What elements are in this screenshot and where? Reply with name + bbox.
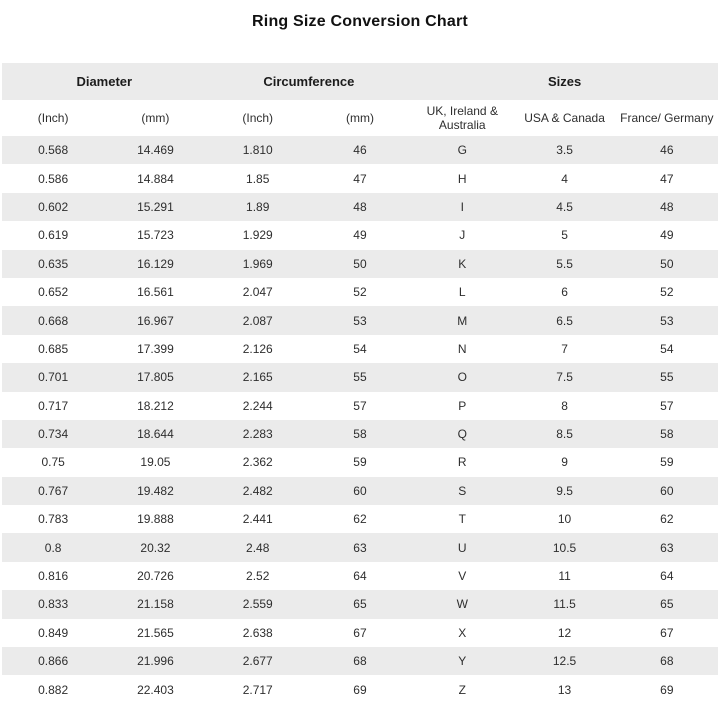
table-cell: R [411, 448, 513, 476]
table-cell: 58 [616, 420, 718, 448]
table-cell: 2.244 [207, 392, 309, 420]
table-cell: 2.638 [207, 619, 309, 647]
table-cell: 7 [513, 335, 615, 363]
table-cell: 57 [616, 392, 718, 420]
table-cell: O [411, 363, 513, 391]
table-cell: 52 [616, 278, 718, 306]
table-cell: J [411, 221, 513, 249]
column-header-diameter-mm: (mm) [104, 100, 206, 136]
column-header-usa-canada: USA & Canada [513, 100, 615, 136]
table-group-header-row [2, 63, 718, 100]
table-cell: 9.5 [513, 477, 615, 505]
table-cell: 60 [309, 477, 411, 505]
table-cell: 19.888 [104, 505, 206, 533]
table-cell: 69 [616, 675, 718, 703]
table-cell: 55 [616, 363, 718, 391]
table-cell: L [411, 278, 513, 306]
table-cell: 53 [309, 306, 411, 334]
table-cell: 20.32 [104, 533, 206, 561]
table-cell: 46 [309, 136, 411, 164]
table-cell: 0.767 [2, 477, 104, 505]
table-cell: 2.717 [207, 675, 309, 703]
table-row [2, 675, 718, 703]
page-title: Ring Size Conversion Chart [252, 13, 468, 30]
table-cell: 14.884 [104, 164, 206, 192]
table-cell: 59 [309, 448, 411, 476]
table-cell: 0.619 [2, 221, 104, 249]
table-cell: 68 [616, 647, 718, 675]
table-cell: 55 [309, 363, 411, 391]
table-cell: 48 [616, 193, 718, 221]
table-cell: 9 [513, 448, 615, 476]
table-cell: 19.05 [104, 448, 206, 476]
table-cell: 49 [309, 221, 411, 249]
table-cell: 19.482 [104, 477, 206, 505]
table-cell: 3.5 [513, 136, 615, 164]
table-cell: 2.52 [207, 562, 309, 590]
table-cell: 0.668 [2, 306, 104, 334]
table-cell: 5.5 [513, 250, 615, 278]
table-cell: M [411, 306, 513, 334]
table-cell: 15.723 [104, 221, 206, 249]
table-cell: 57 [309, 392, 411, 420]
table-cell: 46 [616, 136, 718, 164]
table-cell: S [411, 477, 513, 505]
table-row [2, 221, 718, 249]
table-cell: 0.75 [2, 448, 104, 476]
table-row [2, 647, 718, 675]
table-cell: 0.635 [2, 250, 104, 278]
table-cell: 2.087 [207, 306, 309, 334]
table-cell: 0.8 [2, 533, 104, 561]
table-cell: 0.783 [2, 505, 104, 533]
table-cell: 2.48 [207, 533, 309, 561]
table-cell: 58 [309, 420, 411, 448]
table-cell: 2.165 [207, 363, 309, 391]
table-row [2, 505, 718, 533]
table-cell: 14.469 [104, 136, 206, 164]
table-cell: 11 [513, 562, 615, 590]
table-row [2, 335, 718, 363]
table-cell: P [411, 392, 513, 420]
table-cell: 0.882 [2, 675, 104, 703]
table-cell: 16.561 [104, 278, 206, 306]
table-cell: 0.734 [2, 420, 104, 448]
table-cell: 1.810 [207, 136, 309, 164]
ring-size-table [2, 63, 718, 704]
table-cell: 6.5 [513, 306, 615, 334]
table-cell: T [411, 505, 513, 533]
table-cell: 8.5 [513, 420, 615, 448]
table-cell: 15.291 [104, 193, 206, 221]
group-header-sizes: Sizes [411, 63, 718, 100]
table-cell: 13 [513, 675, 615, 703]
table-subheader-row [2, 100, 718, 136]
table-cell: 1.85 [207, 164, 309, 192]
table-cell: 7.5 [513, 363, 615, 391]
group-header-diameter: Diameter [2, 63, 207, 100]
table-cell: 18.212 [104, 392, 206, 420]
table-cell: 2.677 [207, 647, 309, 675]
table-cell: 2.047 [207, 278, 309, 306]
table-cell: 60 [616, 477, 718, 505]
table-cell: 68 [309, 647, 411, 675]
table-cell: 17.805 [104, 363, 206, 391]
table-cell: 12.5 [513, 647, 615, 675]
table-cell: I [411, 193, 513, 221]
table-cell: 11.5 [513, 590, 615, 618]
table-row [2, 164, 718, 192]
table-cell: 0.833 [2, 590, 104, 618]
table-row [2, 533, 718, 561]
table-cell: 4 [513, 164, 615, 192]
column-header-uk-ireland-australia: UK, Ireland & Australia [411, 100, 513, 136]
table-cell: 2.362 [207, 448, 309, 476]
table-cell: 0.717 [2, 392, 104, 420]
table-cell: 4.5 [513, 193, 615, 221]
table-cell: 54 [616, 335, 718, 363]
table-cell: G [411, 136, 513, 164]
table-cell: 2.126 [207, 335, 309, 363]
table-cell: 0.849 [2, 619, 104, 647]
table-cell: 48 [309, 193, 411, 221]
table-row [2, 619, 718, 647]
table-cell: 12 [513, 619, 615, 647]
table-cell: 16.967 [104, 306, 206, 334]
table-cell: 53 [616, 306, 718, 334]
table-cell: V [411, 562, 513, 590]
table-cell: 50 [309, 250, 411, 278]
table-cell: 0.685 [2, 335, 104, 363]
table-cell: 65 [616, 590, 718, 618]
table-cell: 0.701 [2, 363, 104, 391]
table-row [2, 250, 718, 278]
table-cell: 22.403 [104, 675, 206, 703]
table-cell: 8 [513, 392, 615, 420]
table-cell: 10 [513, 505, 615, 533]
table-cell: 62 [309, 505, 411, 533]
table-cell: H [411, 164, 513, 192]
column-header-circumference-inch: (Inch) [207, 100, 309, 136]
table-row [2, 477, 718, 505]
table-cell: 63 [309, 533, 411, 561]
table-row [2, 448, 718, 476]
table-cell: 17.399 [104, 335, 206, 363]
table-cell: 1.89 [207, 193, 309, 221]
table-cell: Y [411, 647, 513, 675]
table-cell: 49 [616, 221, 718, 249]
table-cell: 2.283 [207, 420, 309, 448]
table-cell: 20.726 [104, 562, 206, 590]
table-cell: 18.644 [104, 420, 206, 448]
column-header-france-germany: France/ Germany [616, 100, 718, 136]
table-cell: 47 [616, 164, 718, 192]
table-cell: K [411, 250, 513, 278]
table-row [2, 193, 718, 221]
group-header-circumference: Circumference [207, 63, 412, 100]
table-cell: 10.5 [513, 533, 615, 561]
table-row [2, 306, 718, 334]
table-cell: U [411, 533, 513, 561]
table-cell: 0.602 [2, 193, 104, 221]
table-cell: 0.586 [2, 164, 104, 192]
column-header-circumference-mm: (mm) [309, 100, 411, 136]
table-row [2, 363, 718, 391]
table-cell: Z [411, 675, 513, 703]
table-cell: 16.129 [104, 250, 206, 278]
table-cell: 2.559 [207, 590, 309, 618]
table-cell: 0.866 [2, 647, 104, 675]
table-cell: 65 [309, 590, 411, 618]
table-cell: 6 [513, 278, 615, 306]
table-header [2, 63, 718, 136]
table-cell: 0.652 [2, 278, 104, 306]
column-header-diameter-inch: (Inch) [2, 100, 104, 136]
table-cell: 69 [309, 675, 411, 703]
table-cell: 0.816 [2, 562, 104, 590]
table-cell: 2.482 [207, 477, 309, 505]
table-row [2, 278, 718, 306]
table-cell: 67 [309, 619, 411, 647]
table-cell: 62 [616, 505, 718, 533]
table-body [2, 136, 718, 704]
table-row [2, 392, 718, 420]
table-cell: 52 [309, 278, 411, 306]
table-cell: 59 [616, 448, 718, 476]
table-cell: 50 [616, 250, 718, 278]
table-row [2, 562, 718, 590]
table-cell: 21.158 [104, 590, 206, 618]
table-cell: 1.969 [207, 250, 309, 278]
table-cell: 47 [309, 164, 411, 192]
table-cell: 64 [616, 562, 718, 590]
table-row [2, 136, 718, 164]
table-cell: 1.929 [207, 221, 309, 249]
table-cell: 21.565 [104, 619, 206, 647]
table-cell: 0.568 [2, 136, 104, 164]
table-cell: 64 [309, 562, 411, 590]
table-cell: 21.996 [104, 647, 206, 675]
table-cell: 5 [513, 221, 615, 249]
table-cell: 54 [309, 335, 411, 363]
table-cell: W [411, 590, 513, 618]
table-cell: 67 [616, 619, 718, 647]
table-row [2, 420, 718, 448]
table-cell: 2.441 [207, 505, 309, 533]
table-cell: Q [411, 420, 513, 448]
table-cell: X [411, 619, 513, 647]
table-row [2, 590, 718, 618]
table-cell: N [411, 335, 513, 363]
table-cell: 63 [616, 533, 718, 561]
